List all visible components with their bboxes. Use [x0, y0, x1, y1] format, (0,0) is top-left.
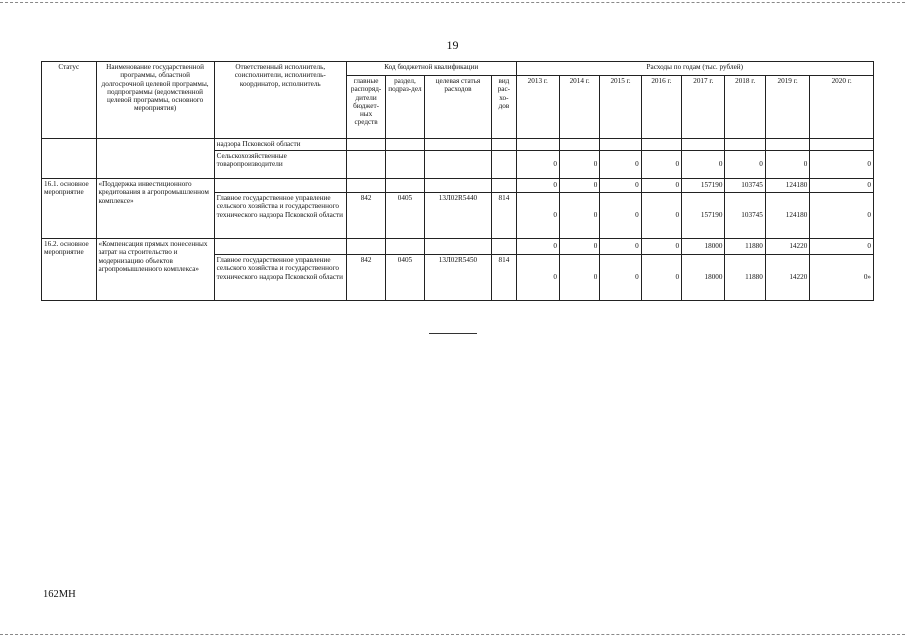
value-cell: 0 — [600, 179, 641, 193]
value-cell: 11880 — [725, 239, 765, 255]
section-cell — [386, 151, 424, 179]
section-cell: 0405 — [386, 193, 424, 239]
header-year: 2016 г. — [641, 76, 681, 139]
header-section: раздел, подраз-дел — [386, 76, 424, 139]
value-cell: 103745 — [725, 179, 765, 193]
value-cell: 11880 — [725, 255, 765, 301]
status-cell: 16.1. основное мероприятие — [42, 179, 97, 239]
header-expenses: Расходы по годам (тыс. рублей) — [516, 62, 873, 76]
vid-cell — [492, 151, 516, 179]
value-cell: 157190 — [682, 179, 725, 193]
vid-cell: 814 — [492, 255, 516, 301]
value-cell — [682, 139, 725, 151]
value-cell: 0 — [559, 239, 599, 255]
value-cell: 0 — [641, 193, 681, 239]
value-cell: 18000 — [682, 239, 725, 255]
article-cell — [424, 139, 492, 151]
header-budget-code: Код бюджетной квалификации — [346, 62, 516, 76]
executor-cell: надзора Псковской области — [214, 139, 346, 151]
header-year: 2019 г. — [765, 76, 809, 139]
value-cell: 0 — [516, 179, 559, 193]
section-cell — [386, 139, 424, 151]
value-cell: 0 — [682, 151, 725, 179]
value-cell: 0 — [641, 239, 681, 255]
value-cell: 0 — [810, 239, 874, 255]
footer-code: 162MH — [43, 589, 76, 600]
value-cell — [725, 139, 765, 151]
value-cell: 124180 — [765, 193, 809, 239]
vid-cell: 814 — [492, 193, 516, 239]
value-cell: 0 — [641, 255, 681, 301]
grbs-cell — [346, 239, 385, 255]
value-cell: 0 — [600, 255, 641, 301]
executor-cell: Сельскохозяйственные товаропроизводители — [214, 151, 346, 179]
value-cell — [765, 139, 809, 151]
vid-cell — [492, 239, 516, 255]
header-year: 2020 г. — [810, 76, 874, 139]
executor-cell: Главное государственное управление сельского хозяйства и государственного технического надзора Псковской области — [214, 193, 346, 239]
value-cell — [559, 139, 599, 151]
status-cell: 16.2. основное мероприятие — [42, 239, 97, 301]
status-cell — [42, 139, 97, 179]
vid-cell — [492, 139, 516, 151]
top-scan-edge — [0, 2, 905, 3]
header-year: 2014 г. — [559, 76, 599, 139]
value-cell: 0 — [765, 151, 809, 179]
name-cell — [96, 139, 214, 179]
article-cell — [424, 151, 492, 179]
grbs-cell — [346, 139, 385, 151]
value-cell: 0 — [810, 151, 874, 179]
article-cell — [424, 179, 492, 193]
grbs-cell: 842 — [346, 255, 385, 301]
executor-cell — [214, 179, 346, 193]
value-cell: 18000 — [682, 255, 725, 301]
value-cell: 0 — [516, 239, 559, 255]
vid-cell — [492, 179, 516, 193]
executor-cell: Главное государственное управление сельского хозяйства и государственного технического надзора Псковской области — [214, 255, 346, 301]
value-cell: 0» — [810, 255, 874, 301]
header-year: 2017 г. — [682, 76, 725, 139]
section-cell: 0405 — [386, 255, 424, 301]
value-cell: 0 — [600, 239, 641, 255]
grbs-cell — [346, 179, 385, 193]
value-cell — [641, 139, 681, 151]
header-target-article: целевая статья расходов — [424, 76, 492, 139]
separator-rule — [429, 333, 477, 334]
value-cell: 0 — [810, 193, 874, 239]
article-cell: 13Л02R5440 — [424, 193, 492, 239]
value-cell: 0 — [641, 151, 681, 179]
value-cell: 14220 — [765, 239, 809, 255]
header-year: 2015 г. — [600, 76, 641, 139]
bottom-scan-edge — [0, 634, 905, 635]
header-year: 2013 г. — [516, 76, 559, 139]
value-cell: 0 — [600, 193, 641, 239]
value-cell: 0 — [516, 151, 559, 179]
value-cell — [600, 139, 641, 151]
header-year: 2018 г. — [725, 76, 765, 139]
article-cell — [424, 239, 492, 255]
name-cell: «Компенсация прямых понесенных затрат на строительство и модернизацию объектов агропромышленного комплекса» — [96, 239, 214, 301]
executor-cell — [214, 239, 346, 255]
value-cell: 0 — [600, 151, 641, 179]
page-number: 19 — [446, 38, 459, 52]
value-cell: 0 — [559, 179, 599, 193]
section-cell — [386, 239, 424, 255]
value-cell: 0 — [559, 193, 599, 239]
table-row — [42, 179, 874, 193]
name-cell: «Поддержка инвестиционного кредитования в агропромышленном комплексе» — [96, 179, 214, 239]
value-cell — [516, 139, 559, 151]
value-cell: 0 — [641, 179, 681, 193]
value-cell: 0 — [559, 151, 599, 179]
table-row — [42, 139, 874, 151]
value-cell: 0 — [725, 151, 765, 179]
value-cell: 14220 — [765, 255, 809, 301]
value-cell: 0 — [559, 255, 599, 301]
section-cell — [386, 179, 424, 193]
header-program-name: Наименование государственной программы, областной долгосрочной целевой программы, подпрограммы (ведомственной целевой программы, основного мероприятия) — [96, 62, 214, 139]
grbs-cell — [346, 151, 385, 179]
article-cell: 13Л02R5450 — [424, 255, 492, 301]
value-cell: 157190 — [682, 193, 725, 239]
header-status: Статус — [42, 62, 97, 139]
table-row — [42, 239, 874, 255]
header-row-1 — [42, 62, 874, 76]
value-cell: 0 — [516, 193, 559, 239]
value-cell: 103745 — [725, 193, 765, 239]
budget-table — [41, 61, 874, 301]
header-executor: Ответственный исполнитель, соисполнители, исполнитель-координатор, исполнитель — [214, 62, 346, 139]
value-cell: 0 — [810, 179, 874, 193]
grbs-cell: 842 — [346, 193, 385, 239]
value-cell: 0 — [516, 255, 559, 301]
header-main-manager: главные распоряд-дители бюджет-ных средств — [346, 76, 385, 139]
value-cell — [810, 139, 874, 151]
header-expense-type: вид рас-хо-дов — [492, 76, 516, 139]
value-cell: 124180 — [765, 179, 809, 193]
